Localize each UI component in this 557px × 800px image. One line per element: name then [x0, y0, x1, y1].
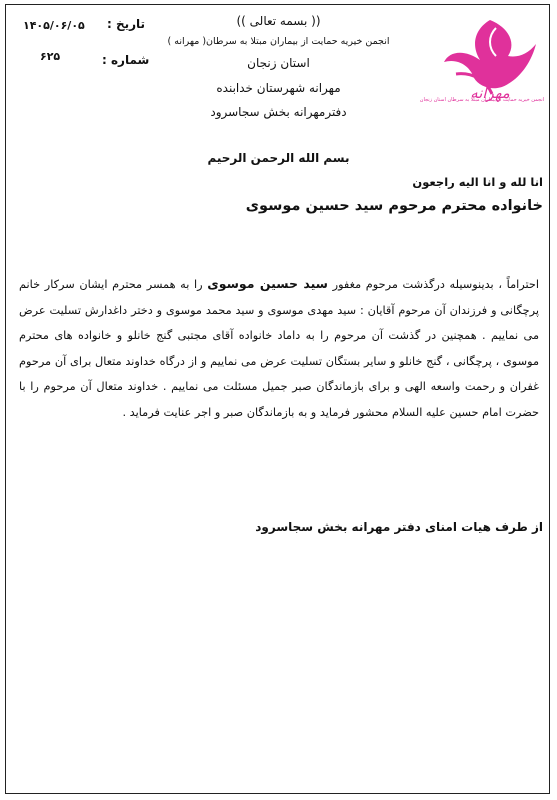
addressee: خانواده محترم مرحوم سید حسین موسوی — [245, 198, 543, 214]
date-value: ۱۴۰۵/۰۶/۰۵ — [23, 19, 85, 32]
number-value: ۶۲۵ — [40, 50, 61, 63]
header-office: دفترمهرانه بخش سجاسرود — [210, 105, 347, 119]
body-rest: را به همسر محترم ایشان سرکار خانم پرچگانی و فرزندان آن مرحوم آقایان : سید مهدی موسوی و سید محمد موسوی و دختر داغدارش تسلیت عرض می نماییم . همچنین در گذشت آن مرحوم را به داماد خانواده آقای مجتبی گنج خانلو و خانواده های محترم موسوی ، پرچگانی ، گنج خانلو و سایر بستگان تسلیت عرض می نماییم و از درگاه خداوند متعال برای آن مرحوم غفران و رحمت واسعه الهی و برای بازماندگان صبر جمیل مسئلت می نماییم . خداوند متعال آن مرحوم را با حضرت امام حسین علیه السلام محشور فرماید و به بازماندگان صبر و اجر عنایت فرماید . — [19, 278, 539, 419]
logo-text: مهرانه — [470, 84, 510, 102]
header-title: (( بسمه تعالی )) — [236, 14, 321, 28]
number-label: شماره : — [102, 53, 150, 67]
header-org: انجمن خیریه حمایت از بیماران مبتلا به سرطان( مهرانه ) — [167, 36, 390, 47]
date-label: تاریخ : — [107, 17, 146, 31]
logo-caption: انجمن خیریه حمایت از بیماران مبتلا به سرطان استان زنجان — [419, 97, 544, 103]
quran-verse: انا لله و انا الیه راجعون — [412, 175, 543, 189]
deceased-name: سید حسین موسوی — [207, 276, 328, 291]
bismillah: بسم الله الرحمن الرحیم — [207, 151, 350, 165]
body-intro: احتراماً ، بدینوسیله درگذشت مرحوم مغفور — [332, 278, 540, 291]
header-county: مهرانه شهرستان خدابنده — [216, 81, 341, 95]
letter-body — [19, 271, 539, 426]
signature: از طرف هیات امنای دفتر مهرانه بخش سجاسرود — [255, 520, 543, 534]
header-province: استان زنجان — [247, 56, 310, 70]
